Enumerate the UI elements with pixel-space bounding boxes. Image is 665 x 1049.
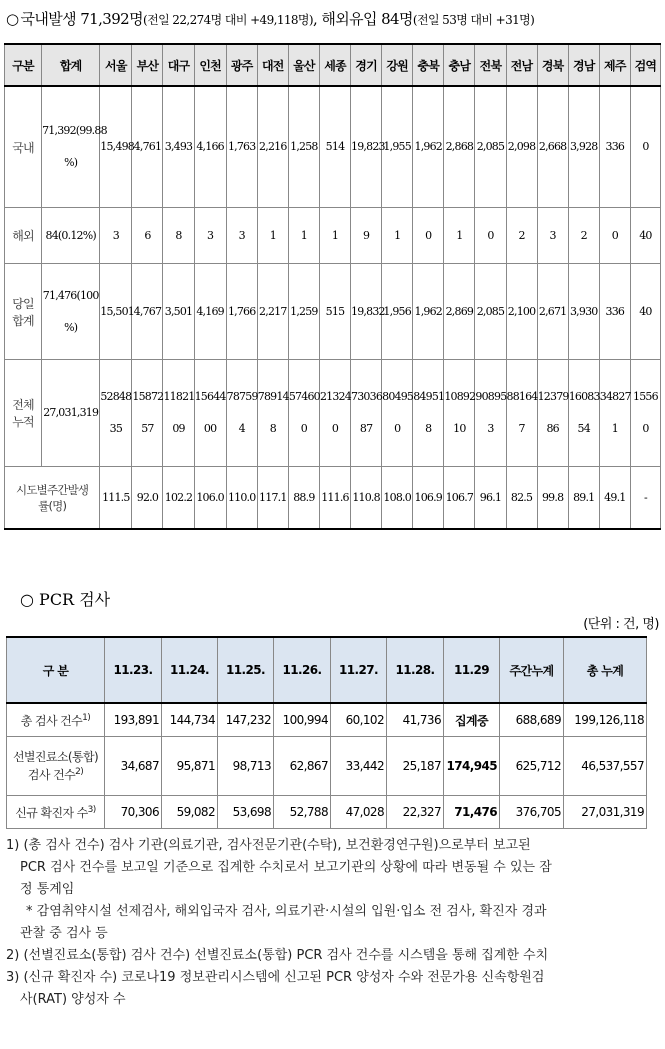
- table-cell: 514: [319, 86, 350, 208]
- table-cell: 1556 0: [630, 360, 660, 467]
- table-cell: 40: [630, 208, 660, 264]
- footnote-ref: 3): [87, 805, 96, 815]
- total-cell: 27,031,319: [42, 360, 100, 467]
- table-cell: 21324 0: [319, 360, 350, 467]
- total-cell: 71,392(99.88 %): [42, 86, 100, 208]
- table-cell: 89.1: [568, 467, 599, 530]
- table-cell: 59,082: [162, 796, 218, 829]
- table-cell: 102.2: [163, 467, 194, 530]
- table-cell: 41,736: [387, 703, 444, 737]
- table-cell: 22,327: [387, 796, 444, 829]
- table-row: [7, 737, 647, 796]
- row-label: 국내: [5, 86, 42, 208]
- column-header: 전북: [475, 44, 506, 86]
- table-cell: 376,705: [500, 796, 564, 829]
- total-cell: 71,476(100 %): [42, 264, 100, 360]
- table-cell: 336: [599, 264, 630, 360]
- footnote-ref: 2): [75, 766, 84, 777]
- table-row: [7, 796, 647, 829]
- table-cell: 15,498: [100, 86, 132, 208]
- table-cell: 92.0: [132, 467, 163, 530]
- pcr-test-table: [6, 636, 647, 829]
- column-header: 강원: [382, 44, 413, 86]
- table-cell: 3,501: [163, 264, 194, 360]
- table-cell: 0: [413, 208, 444, 264]
- column-header: 합계: [42, 44, 100, 86]
- footnote-3-cont: 사(RAT) 양성자 수: [20, 992, 126, 1007]
- table-cell: 2,217: [257, 264, 288, 360]
- table-cell: 98,713: [218, 737, 274, 796]
- table-cell: 106.7: [444, 467, 475, 530]
- table-cell: -: [630, 467, 660, 530]
- row-label: [7, 737, 105, 796]
- footnote-star-cont: 관찰 중 검사 등: [20, 926, 108, 941]
- footnote-1-cont: 정 통계임: [20, 882, 75, 897]
- table-cell: 4,166: [194, 86, 226, 208]
- table-cell: 0: [475, 208, 506, 264]
- table-cell: 2: [568, 208, 599, 264]
- footnote-2: 2) (선별진료소(통합) 검사 건수) 선별진료소(통합) PCR 검사 건수를 시스템을 통해 집계한 수치: [6, 948, 549, 963]
- table-cell: 73036 87: [351, 360, 382, 467]
- table-cell: 53,698: [218, 796, 274, 829]
- table-cell: 2: [506, 208, 537, 264]
- table-cell: 1,956: [382, 264, 413, 360]
- column-header: 구 분: [7, 637, 105, 703]
- table-cell: 3,493: [163, 86, 194, 208]
- column-header: 11.23.: [105, 637, 162, 703]
- table-cell: 78914 8: [257, 360, 288, 467]
- table-cell: 110.0: [226, 467, 257, 530]
- column-header: 대전: [257, 44, 288, 86]
- title-separator: ,: [313, 10, 322, 28]
- table-cell: 625,712: [500, 737, 564, 796]
- table-cell: 46,537,557: [564, 737, 647, 796]
- unit-label: (단위 : 건, 명): [583, 617, 659, 632]
- column-header: 광주: [226, 44, 257, 86]
- column-header: 총 누계: [564, 637, 647, 703]
- column-header: 부산: [132, 44, 163, 86]
- table-cell: 82.5: [506, 467, 537, 530]
- table-cell: 2,668: [537, 86, 568, 208]
- total-cell: 84(0.12%): [42, 208, 100, 264]
- domestic-count: 국내발생 71,392명: [20, 10, 144, 28]
- table-cell: 78759 4: [226, 360, 257, 467]
- table-cell: 117.1: [257, 467, 288, 530]
- headline: [6, 8, 534, 29]
- table-cell: 4,169: [194, 264, 226, 360]
- table-cell: 84951 8: [413, 360, 444, 467]
- table-cell: 110.8: [351, 467, 382, 530]
- table-cell: 2,671: [537, 264, 568, 360]
- column-header: 충남: [444, 44, 475, 86]
- column-header: 11.24.: [162, 637, 218, 703]
- table-cell: 10892 10: [444, 360, 475, 467]
- table-cell: 70,306: [105, 796, 162, 829]
- table-cell: 57460 0: [288, 360, 319, 467]
- table-cell: 62,867: [274, 737, 331, 796]
- overseas-count: 해외유입 84명: [321, 10, 413, 28]
- table-cell: 99.8: [537, 467, 568, 530]
- row-label: 해외: [5, 208, 42, 264]
- column-header: 제주: [599, 44, 630, 86]
- table-cell: 1,259: [288, 264, 319, 360]
- column-header: 경남: [568, 44, 599, 86]
- footnote-1: 1) (총 검사 건수) 검사 기관(의료기관, 검사전문기관(수탁), 보건환경연구원)으로부터 보고된: [6, 838, 531, 853]
- table-row: [5, 208, 661, 264]
- table-cell: 40: [630, 264, 660, 360]
- table-cell: 25,187: [387, 737, 444, 796]
- table-cell: 47,028: [331, 796, 387, 829]
- table-cell: 688,689: [500, 703, 564, 737]
- table-cell: 111.5: [100, 467, 132, 530]
- table-cell: 3,928: [568, 86, 599, 208]
- table-cell: 1,763: [226, 86, 257, 208]
- table-cell: 2,869: [444, 264, 475, 360]
- table-cell: 1: [319, 208, 350, 264]
- column-header: 경북: [537, 44, 568, 86]
- table-cell: 1: [257, 208, 288, 264]
- table-cell: 3: [537, 208, 568, 264]
- table-cell: 0: [630, 86, 660, 208]
- column-header: 전남: [506, 44, 537, 86]
- table-row: [7, 703, 647, 737]
- column-header: 11.25.: [218, 637, 274, 703]
- table-cell: 1: [444, 208, 475, 264]
- table-cell: 3: [226, 208, 257, 264]
- table-cell: 3: [194, 208, 226, 264]
- table-cell: 52,788: [274, 796, 331, 829]
- table-cell: 199,126,118: [564, 703, 647, 737]
- table-cell: 106.9: [413, 467, 444, 530]
- table-cell: 100,994: [274, 703, 331, 737]
- table-cell: 80495 0: [382, 360, 413, 467]
- table-cell: 11821 09: [163, 360, 194, 467]
- table-cell: 1: [288, 208, 319, 264]
- row-label-text: 총 검사 건수: [20, 714, 83, 728]
- regional-cases-table: [4, 43, 661, 530]
- row-label: 당일 합계: [5, 264, 42, 360]
- table-row: [5, 264, 661, 360]
- table-cell: 8: [163, 208, 194, 264]
- column-header: 11.29: [444, 637, 500, 703]
- row-label: [7, 703, 105, 737]
- table-cell: 15644 00: [194, 360, 226, 467]
- table-cell: 2,868: [444, 86, 475, 208]
- table-cell: 96.1: [475, 467, 506, 530]
- domestic-detail: (전일 22,274명 대비 +49,118명): [143, 13, 314, 27]
- column-header: 인천: [194, 44, 226, 86]
- table-cell: 6: [132, 208, 163, 264]
- table-cell: 집계중: [444, 703, 500, 737]
- footnotes: [6, 835, 656, 1011]
- table-cell: 4,767: [132, 264, 163, 360]
- table-cell: 106.0: [194, 467, 226, 530]
- table-cell: 2,085: [475, 86, 506, 208]
- column-header: 서울: [100, 44, 132, 86]
- table-cell: 33,442: [331, 737, 387, 796]
- table-cell: 12379 86: [537, 360, 568, 467]
- table-cell: 2,085: [475, 264, 506, 360]
- row-label: [7, 796, 105, 829]
- column-header: 주간누계: [500, 637, 564, 703]
- table-cell: 336: [599, 86, 630, 208]
- table-row: [5, 467, 661, 530]
- table-cell: 2,098: [506, 86, 537, 208]
- bullet-circle-icon: ○: [6, 10, 19, 28]
- table-cell: 15872 57: [132, 360, 163, 467]
- overseas-detail: (전일 53명 대비 +31명): [412, 13, 535, 27]
- table-cell: 27,031,319: [564, 796, 647, 829]
- table-cell: 49.1: [599, 467, 630, 530]
- column-header: 11.27.: [331, 637, 387, 703]
- table-cell: 52848 35: [100, 360, 132, 467]
- table-cell: 1: [382, 208, 413, 264]
- table-cell: 4,761: [132, 86, 163, 208]
- table-row: [5, 360, 661, 467]
- table-cell: 19,832: [351, 264, 382, 360]
- table-cell: 71,476: [444, 796, 500, 829]
- footnote-star: * 감염취약시설 선제검사, 해외입국자 검사, 의료기관·시설의 입원·입소 전 검사, 확진자 경과: [26, 904, 547, 919]
- table-cell: 2,100: [506, 264, 537, 360]
- table-cell: 2,216: [257, 86, 288, 208]
- column-header: 구분: [5, 44, 42, 86]
- table-cell: 0: [599, 208, 630, 264]
- row-label-text: 신규 확진자 수: [15, 806, 88, 820]
- column-header: 울산: [288, 44, 319, 86]
- table-cell: 3,930: [568, 264, 599, 360]
- table-header-row: [5, 44, 661, 86]
- table-cell: 1,962: [413, 264, 444, 360]
- table-cell: 1,955: [382, 86, 413, 208]
- footnote-3: 3) (신규 확진자 수) 코로나19 정보관리시스템에 신고된 PCR 양성자 수와 전문가용 신속항원검: [6, 970, 545, 985]
- column-header: 11.28.: [387, 637, 444, 703]
- row-label-text: 선별진료소(통합) 검사 건수: [12, 749, 99, 782]
- column-header: 검역: [630, 44, 660, 86]
- row-label: 시도별주간발생 률(명): [5, 467, 100, 530]
- column-header: 충북: [413, 44, 444, 86]
- table-cell: 95,871: [162, 737, 218, 796]
- table-row: [5, 86, 661, 208]
- table-cell: 1,962: [413, 86, 444, 208]
- pcr-section-title: ○ PCR 검사: [20, 590, 111, 609]
- table-cell: 15,501: [100, 264, 132, 360]
- table-cell: 16083 54: [568, 360, 599, 467]
- table-cell: 1,258: [288, 86, 319, 208]
- table-cell: 34,687: [105, 737, 162, 796]
- table-cell: 108.0: [382, 467, 413, 530]
- table-cell: 90895 3: [475, 360, 506, 467]
- column-header: 대구: [163, 44, 194, 86]
- table-cell: 19,823: [351, 86, 382, 208]
- footnote-1-cont: PCR 검사 건수를 보고일 기준으로 집계한 수치로서 보고기관의 상황에 따라 변동될 수 있는 잠: [20, 860, 552, 875]
- table-cell: 3: [100, 208, 132, 264]
- table-header-row: [7, 637, 647, 703]
- table-cell: 9: [351, 208, 382, 264]
- table-cell: 60,102: [331, 703, 387, 737]
- footnote-ref: 1): [82, 713, 91, 723]
- table-cell: 174,945: [444, 737, 500, 796]
- table-cell: 515: [319, 264, 350, 360]
- table-cell: 147,232: [218, 703, 274, 737]
- table-cell: 34827 1: [599, 360, 630, 467]
- table-cell: 88.9: [288, 467, 319, 530]
- table-cell: 88164 7: [506, 360, 537, 467]
- row-label: 전체 누적: [5, 360, 42, 467]
- table-cell: 144,734: [162, 703, 218, 737]
- column-header: 경기: [351, 44, 382, 86]
- table-cell: 193,891: [105, 703, 162, 737]
- column-header: 11.26.: [274, 637, 331, 703]
- table-cell: 1,766: [226, 264, 257, 360]
- column-header: 세종: [319, 44, 350, 86]
- table-cell: 111.6: [319, 467, 350, 530]
